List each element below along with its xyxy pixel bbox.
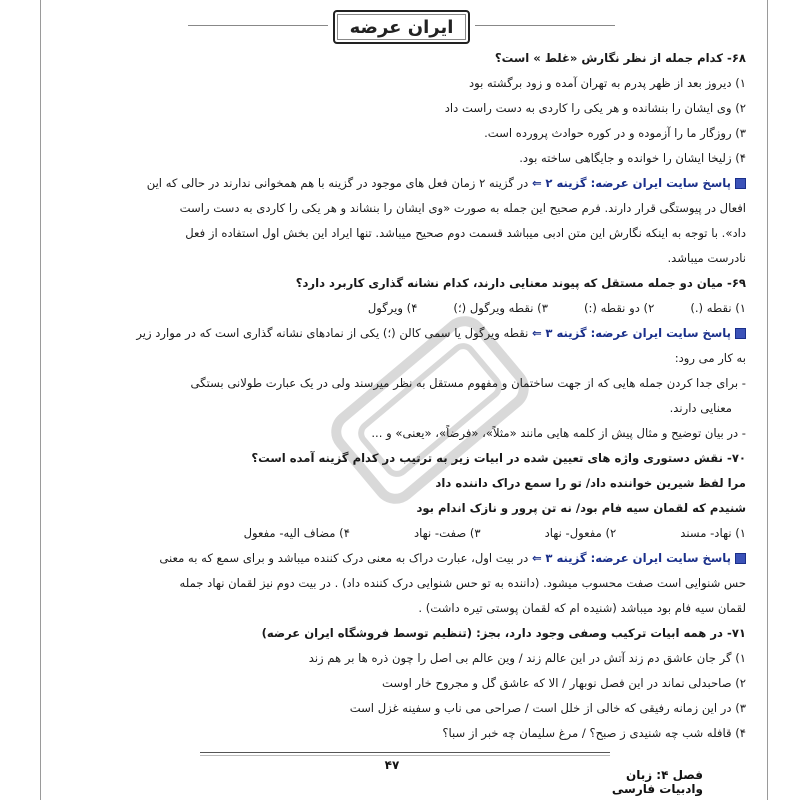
q70-option-4: ۴) مضاف الیه- مفعول <box>243 526 350 540</box>
q71-option-4: ۴) قافله شب چه شنیدی ز صبح؟ / مرغ سلیمان چه خبر از سبا؟ <box>442 726 746 740</box>
q70-verse-1: مرا لفظ شیرین خواننده داد/ تو را سمع دراک داننده داد <box>435 476 746 490</box>
checkbox-icon <box>735 553 746 564</box>
arrow-icon: ⇐ <box>532 176 542 190</box>
logo-rule-left <box>188 25 328 26</box>
q68-option-1: ۱) دیروز بعد از ظهر پدرم به تهران آمده و زود برگشته بود <box>468 76 746 90</box>
page-left-border <box>40 0 41 800</box>
logo-rule-right <box>475 25 615 26</box>
page-number: ۴۷ <box>384 758 400 772</box>
answer-68-line-3: داد». با توجه به اینکه نگارش این متن ادبی میباشد قسمت دوم صحیح میباشد. تنها ایراد این بخش اول استفاده از فعل <box>185 226 746 240</box>
question-70: ۷۰- نقش دستوری واژه های تعیین شده در ابیات زیر به ترتیب در کدام گزینه آمده است؟ <box>251 451 746 465</box>
answer-label: پاسخ سایت ایران عرضه: <box>586 326 731 340</box>
logo-text: ایران عرضه <box>349 16 454 38</box>
answer-68 <box>56 171 746 196</box>
q69-options <box>56 296 746 321</box>
answer-70-line-2: حس شنوایی است صفت محسوب میشود. (داننده به تو حس شنوایی درک کننده داد) . در بیت دوم نیز لقمان نهاد جمله <box>179 576 746 590</box>
page-content <box>56 46 746 746</box>
q69-option-2: ۲) دو نقطه (:) <box>583 301 655 315</box>
q69-option-3: ۳) نقطه ویرگول (؛) <box>453 301 548 315</box>
q70-option-1: ۱) نهاد- مسند <box>680 526 746 540</box>
answer-text: نقطه ویرگول یا سمی کالن (؛) یکی از نمادهای نشانه گذاری است که در موارد زیر <box>136 326 529 340</box>
answer-69-line-2: به کار می رود: <box>674 351 746 365</box>
question-68: ۶۸- کدام جمله از نظر نگارش «غلط » است؟ <box>494 51 746 65</box>
answer-text: در گزینه ۲ زمان فعل های موجود در گزینه با هم همخوانی ندارند در حالی که این <box>146 176 529 190</box>
q70-verse-2: شنیدم که لقمان سیه فام بود/ نه تن پرور و نازک اندام بود <box>416 501 746 515</box>
q70-options <box>56 521 746 546</box>
checkbox-icon <box>735 178 746 189</box>
site-logo <box>333 10 470 44</box>
answer-choice: گزینه ۳ <box>545 551 587 565</box>
answer-69-line-4: معنایی دارند. <box>669 401 732 415</box>
answer-choice: گزینه ۲ <box>545 176 587 190</box>
question-71: ۷۱- در همه ابیات ترکیب وصفی وجود دارد، بجز: (تنظیم توسط فروشگاه ایران عرضه) <box>261 626 746 640</box>
q71-option-3: ۳) در این زمانه رفیقی که خالی از خلل است / صراحی می ناب و سفینه غزل است <box>349 701 746 715</box>
q70-option-3: ۳) صفت- نهاد <box>413 526 481 540</box>
chapter-title: فصل ۴: زبان وادبیات فارسی <box>611 768 703 796</box>
answer-label: پاسخ سایت ایران عرضه: <box>586 551 731 565</box>
answer-69 <box>56 321 746 346</box>
checkbox-icon <box>735 328 746 339</box>
answer-choice: گزینه ۳ <box>545 326 587 340</box>
answer-70-line-3: لقمان سیه فام بود میباشد (شنیده ام که لقمان پوستی تیره داشت) . <box>418 601 746 615</box>
q71-option-2: ۲) صاحبدلی نماند در این فصل نوبهار / الا که عاشق گل و مجروح خار اوست <box>381 676 746 690</box>
answer-69-line-5: - در بیان توضیح و مثال پیش از کلمه هایی مانند «مثلاً»، «فرضاً»، «یعنی» و ... <box>371 426 746 440</box>
arrow-icon: ⇐ <box>532 551 542 565</box>
q68-option-3: ۳) روزگار ما را آزموده و در کوره حوادث پرورده است. <box>484 126 746 140</box>
q71-option-1: ۱) گر جان عاشق دم زند آتش در این عالم زند / وین عالم بی اصل را چون ذره ها بر هم زند <box>308 651 746 665</box>
q69-option-4: ۴) ویرگول <box>367 301 418 315</box>
footer-divider <box>200 752 610 753</box>
answer-69-line-3: - برای جدا کردن جمله هایی که از جهت ساختمان و مفهوم مستقل به نظر میرسند ولی در یک عبارت طولانی بستگی <box>190 376 746 390</box>
answer-68-line-4: نادرست میباشد. <box>667 251 746 265</box>
answer-70 <box>56 546 746 571</box>
answer-label: پاسخ سایت ایران عرضه: <box>586 176 731 190</box>
q68-option-4: ۴) زلیخا ایشان را خوانده و جایگاهی ساخته بود. <box>519 151 746 165</box>
page-right-border <box>767 0 768 800</box>
q70-option-2: ۲) مفعول- نهاد <box>544 526 617 540</box>
answer-text: در بیت اول، عبارت دراک به معنی درک کننده میباشد و برای سمع که به معنی <box>159 551 529 565</box>
q68-option-2: ۲) وی ایشان را بنشانده و هر یکی را کاردی به دست راست داد <box>444 101 746 115</box>
question-69: ۶۹- میان دو جمله مستقل که پیوند معنایی دارند، کدام نشانه گذاری کاربرد دارد؟ <box>295 276 746 290</box>
footer-divider-secondary <box>200 755 610 756</box>
arrow-icon: ⇐ <box>532 326 542 340</box>
q69-option-1: ۱) نقطه (.) <box>690 301 746 315</box>
answer-68-line-2: افعال در پیوستگی قرار دارند. فرم صحیح این جمله به صورت «وی ایشان را بنشاند و هر یکی را کاردی به دست راست <box>179 201 746 215</box>
